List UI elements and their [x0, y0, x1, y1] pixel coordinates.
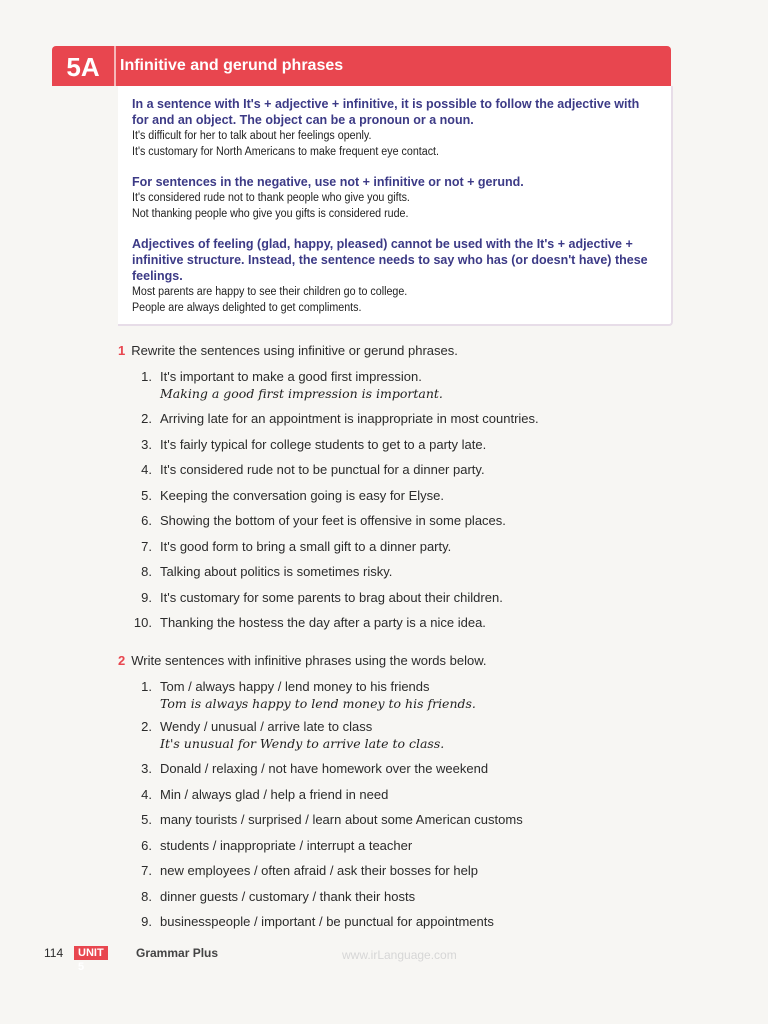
item-text: Keeping the conversation going is easy for Elyse. [160, 487, 445, 503]
item-text: It's good form to bring a small gift to a dinner party. [160, 538, 452, 554]
item-text: Talking about politics is sometimes risky. [160, 564, 393, 579]
badge-divider [114, 46, 116, 86]
exercise-2-list [118, 678, 678, 931]
item-answer: It's unusual for Wendy to arrive late to class. [160, 736, 445, 751]
exercise-item [118, 811, 678, 829]
item-answer: Tom is always happy to lend money to his friends. [160, 696, 476, 711]
item-text: dinner guests / customary / thank their hosts [160, 888, 416, 904]
grammar-example: Most parents are happy to see their children go to college. [132, 286, 408, 298]
item-number: 8. [141, 564, 152, 579]
item-number: 9. [141, 914, 152, 929]
exercise-number: 1 [118, 343, 126, 358]
grammar-rule-3: Adjectives of feeling (glad, happy, pleased) cannot be used with the It's + adjective + infinitive structure. Instead, the sentence needs to say who has (or doesn't have) these feelings. [132, 237, 648, 283]
item-text: students / inappropriate / interrupt a teacher [160, 837, 413, 853]
exercise-instruction: Rewrite the sentences using infinitive or gerund phrases. [131, 343, 458, 358]
grammar-box [118, 86, 673, 326]
item-text: Min / always glad / help a friend in need [160, 786, 389, 802]
item-number: 5. [141, 812, 152, 827]
unit-badge: UNIT 5 [74, 946, 108, 960]
grammar-example: It's difficult for her to talk about her feelings openly. [132, 130, 372, 142]
grammar-rule-2: For sentences in the negative, use not + infinitive or not + gerund. [132, 175, 524, 189]
section-header [52, 46, 671, 86]
item-text: It's customary for some parents to brag about their children. [160, 589, 503, 605]
page-number: 114 [44, 946, 64, 960]
item-text: Arriving late for an appointment is inappropriate in most countries. [160, 411, 539, 426]
exercise-item [118, 614, 678, 632]
item-number: 2. [141, 719, 152, 734]
exercise-item [118, 512, 678, 530]
exercise-1 [118, 342, 678, 632]
item-text: It's important to make a good first impression. [160, 369, 422, 384]
item-number: 2. [141, 411, 152, 426]
exercise-item [118, 718, 678, 752]
item-number: 3. [141, 761, 152, 776]
item-text: new employees / often afraid / ask their bosses for help [160, 863, 478, 878]
exercise-item [118, 913, 678, 931]
item-text: many tourists / surprised / learn about some American customs [160, 812, 523, 827]
exercise-item [118, 461, 678, 479]
exercise-item [118, 589, 678, 607]
item-number: 1. [141, 679, 152, 694]
item-number: 5. [141, 487, 152, 503]
exercise-item [118, 862, 678, 880]
grammar-example: People are always delighted to get compliments. [132, 302, 362, 314]
exercise-item [118, 410, 678, 428]
exercise-heading [118, 652, 678, 670]
exercise-2 [118, 652, 678, 931]
item-text: It's fairly typical for college students to get to a party late. [160, 436, 487, 452]
item-text: Showing the bottom of your feet is offensive in some places. [160, 513, 506, 528]
item-number: 10. [133, 615, 152, 630]
exercise-item [118, 678, 678, 712]
item-text: businesspeople / important / be punctual for appointments [160, 914, 494, 929]
exercise-item [118, 368, 678, 402]
exercise-instruction: Write sentences with infinitive phrases using the words below. [131, 653, 487, 668]
exercise-item [118, 786, 678, 804]
item-number: 8. [141, 888, 152, 904]
item-text: Donald / relaxing / not have homework over the weekend [160, 761, 489, 776]
exercise-heading [118, 342, 678, 360]
grammar-example: Not thanking people who give you gifts is considered rude. [132, 208, 409, 220]
exercise-item [118, 563, 678, 581]
item-number: 4. [141, 786, 152, 802]
item-number: 7. [141, 863, 152, 878]
item-text: Thanking the hostess the day after a party is a nice idea. [160, 615, 486, 630]
section-title: Infinitive and gerund phrases [120, 57, 344, 74]
exercise-item [118, 487, 678, 505]
exercise-item [118, 538, 678, 556]
item-text: Wendy / unusual / arrive late to class [160, 719, 373, 734]
item-number: 1. [141, 369, 152, 384]
exercise-number: 2 [118, 653, 126, 668]
watermark: www.irLanguage.com [342, 948, 457, 962]
exercise-item [118, 888, 678, 906]
item-number: 9. [141, 589, 152, 605]
exercise-1-list [118, 368, 678, 632]
item-text: Tom / always happy / lend money to his friends [160, 679, 430, 694]
item-number: 6. [141, 513, 152, 528]
exercise-item [118, 837, 678, 855]
item-number: 7. [141, 538, 152, 554]
item-number: 3. [141, 436, 152, 452]
section-badge: 5A [66, 52, 100, 82]
grammar-rule-1: In a sentence with It's + adjective + infinitive, it is possible to follow the adjective with for and an object. The object can be a pronoun or a noun. [132, 97, 640, 127]
item-answer: Making a good first impression is important. [160, 386, 443, 401]
item-number: 4. [141, 462, 152, 477]
item-text: It's considered rude not to be punctual for a dinner party. [160, 462, 485, 477]
exercise-item [118, 436, 678, 454]
grammar-example: It's customary for North Americans to make frequent eye contact. [132, 146, 439, 158]
item-number: 6. [141, 837, 152, 853]
footer-label: Grammar Plus [136, 946, 219, 960]
grammar-example: It's considered rude not to thank people who give you gifts. [132, 192, 410, 204]
exercise-item [118, 760, 678, 778]
